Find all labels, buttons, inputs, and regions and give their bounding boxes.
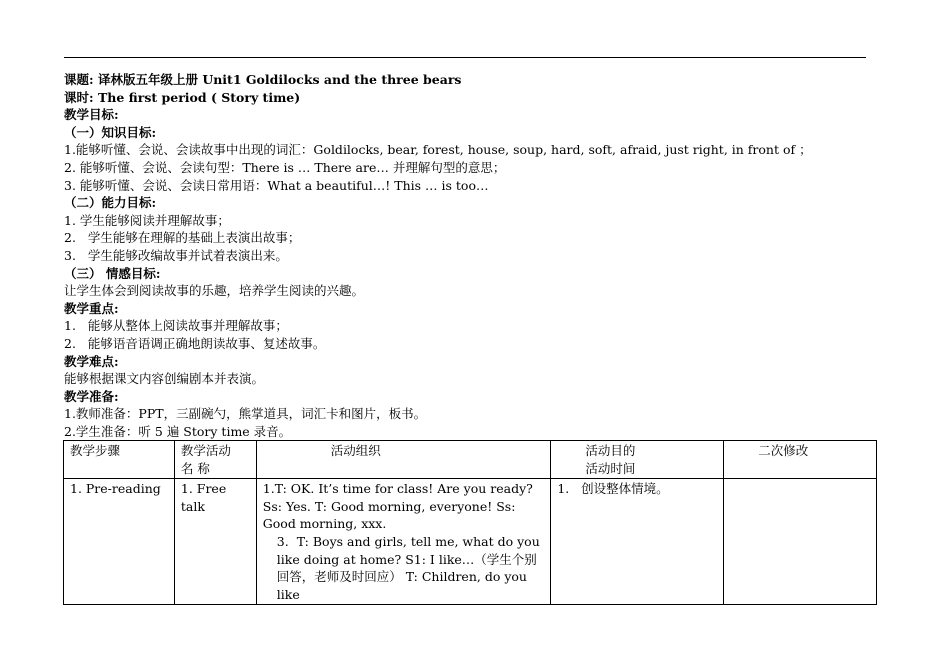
key-point-item: 1. 能够从整体上阅读故事并理解故事；: [64, 318, 288, 334]
header-rule: [64, 57, 866, 58]
header-step: 教学步骤: [64, 441, 175, 479]
header-activity-line1: 教学活动: [180, 443, 231, 458]
cell-step: 1. Pre-reading: [64, 479, 175, 605]
header-organization: 活动组织: [256, 441, 551, 479]
cell-revision: [724, 479, 877, 605]
key-points-heading: 教学重点:: [64, 300, 119, 316]
ability-item: 1. 学生能够阅读并理解故事；: [64, 212, 230, 228]
header-activity: [174, 441, 256, 479]
difficulty-item: 能够根据课文内容创编剧本并表演。: [64, 371, 265, 387]
org-line: 1.T: OK. It’s time for class! Are you ready?: [262, 481, 533, 497]
key-point-item: 2. 能够语音语调正确地朗读故事、复述故事。: [64, 335, 326, 351]
header-purpose: [551, 441, 724, 479]
header-activity-line2: 名 称: [180, 460, 210, 476]
org-item-text: T: Boys and girls, tell me, what do you like doing at home? S1: I like…（学生个别回答，老师及时回应） T: Children, do you like: [276, 533, 540, 602]
ability-item: 2. 学生能够在理解的基础上表演出故事；: [64, 230, 301, 246]
preparation-heading: 教学准备:: [64, 388, 119, 404]
cell-organization: [256, 479, 551, 605]
lesson-title: 课题: 译林版五年级上册 Unit1 Goldilocks and the three bears: [64, 72, 462, 87]
table-row: [64, 479, 877, 605]
header-purpose-line2: 活动时间: [585, 460, 636, 476]
knowledge-heading: （一）知识目标:: [64, 124, 157, 140]
org-list-item: [263, 533, 545, 603]
difficulties-heading: 教学难点:: [64, 353, 119, 369]
knowledge-item: 3. 能够听懂、会说、会读日常用语：What a beautiful…! This … is too…: [64, 177, 489, 193]
ability-heading: （二）能力目标:: [64, 195, 157, 211]
knowledge-item: 2. 能够听懂、会说、会读句型：There is … There are… 并理解句型的意思；: [64, 159, 506, 175]
org-item-number: 3.: [276, 533, 289, 549]
emotion-heading: （三） 情感目标:: [64, 265, 161, 281]
lesson-plan-document: [64, 71, 876, 440]
cell-purpose: 1. 创设整体情境。: [551, 479, 724, 605]
cell-activity: 1. Free talk: [174, 479, 256, 605]
emotion-item: 让学生体会到阅读故事的乐趣，培养学生阅读的兴趣。: [64, 283, 365, 299]
table-header-row: [64, 441, 877, 479]
preparation-item: 1.教师准备：PPT，三副碗勺，熊掌道具，词汇卡和图片，板书。: [64, 406, 427, 422]
org-line: Ss: Yes. T: Good morning, everyone! Ss: Good morning, xxx.: [262, 498, 516, 532]
header-revision: 二次修改: [724, 441, 877, 479]
knowledge-item: 1.能够听懂、会说、会读故事中出现的词汇：Goldilocks, bear, forest, house, soup, hard, soft, afraid, just right, in front of ；: [64, 142, 812, 158]
header-purpose-line1: 活动目的: [585, 443, 636, 458]
objectives-heading: 教学目标:: [64, 107, 119, 123]
teaching-steps-table: [63, 440, 877, 605]
ability-item: 3. 学生能够改编故事并试着表演出来。: [64, 247, 288, 263]
preparation-item: 2.学生准备：听 5 遍 Story time 录音。: [64, 423, 292, 439]
lesson-period: 课时: The first period ( Story time): [64, 89, 301, 105]
